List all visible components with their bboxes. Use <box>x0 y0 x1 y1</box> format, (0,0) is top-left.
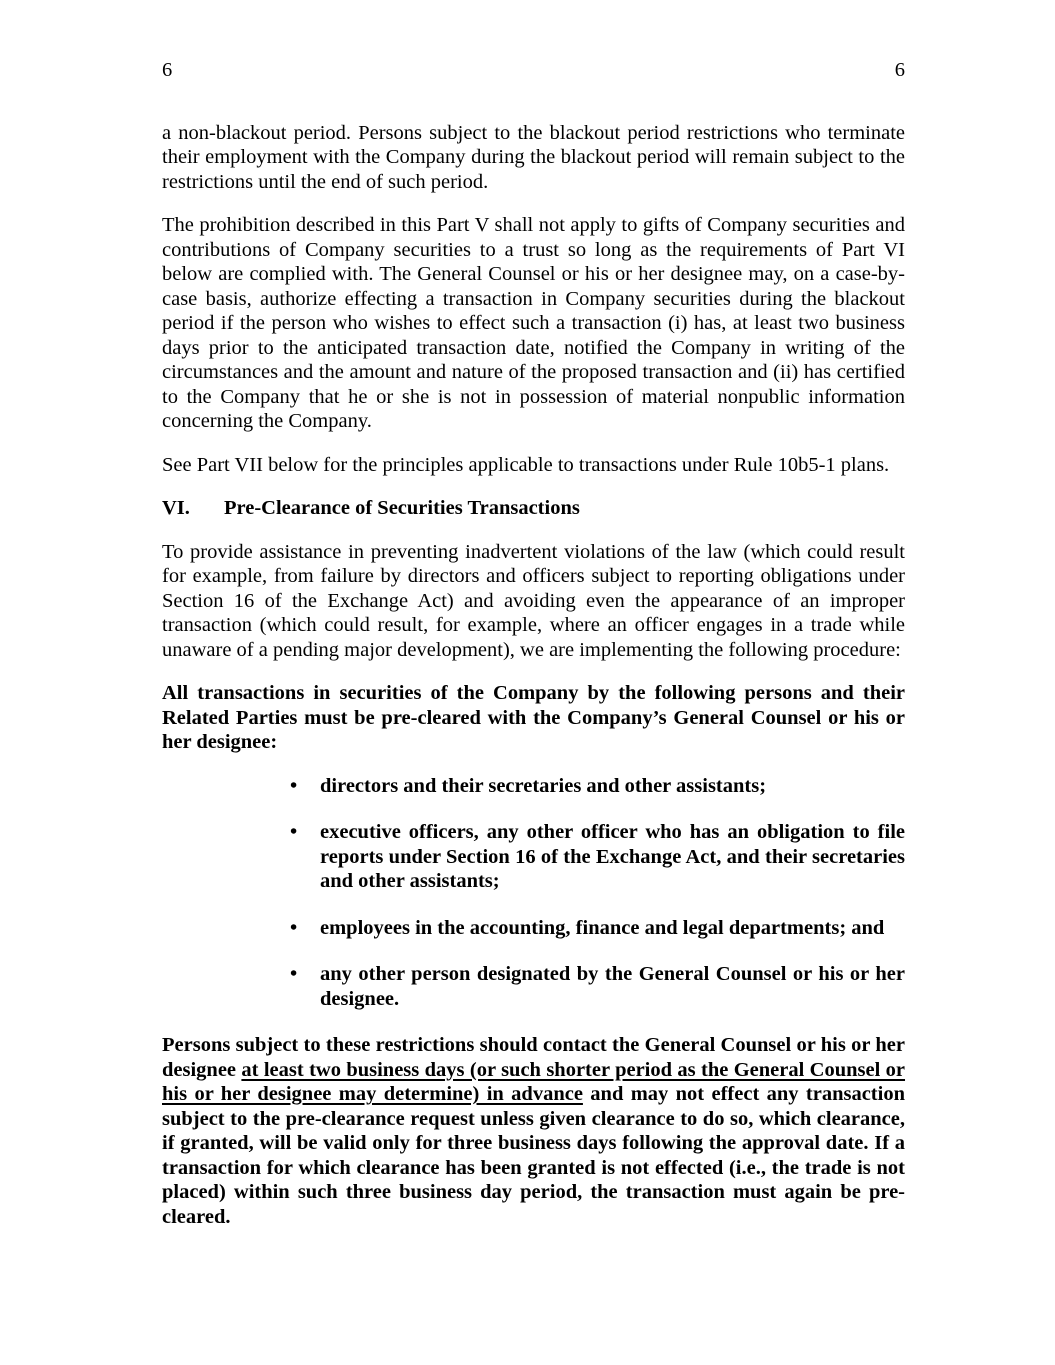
section-number: VI. <box>162 497 190 519</box>
bullet-icon: • <box>290 821 298 843</box>
list-item-text: executive officers, any other officer who has an obligation to file reports under Section 16 of the Exchange Act, and their secretaries and other assistants; <box>320 821 905 892</box>
bullet-icon: • <box>290 963 298 985</box>
paragraph-preclearance-rationale: To provide assistance in preventing inadvertent violations of the law (which could result for example, from failure by directors and officers subject to reporting obligations under Section 16 of the Exchange Act) and avoiding even the appearance of an improper transaction (which could result, for example, where an officer engages in a trade while unaware of a pending major development), we are implementing the following procedure: <box>162 540 905 661</box>
list-item-executive-officers <box>162 820 905 894</box>
preclearance-persons-list <box>162 774 905 1012</box>
document-body <box>162 121 905 1230</box>
list-item-employees <box>162 916 905 941</box>
text-segment-after-underline: and may not effect any transaction subject to the pre-clearance request unless given clearance to do so, which clearance, if granted, will be valid only for three business days following the approval date. If a transaction for which clearance has been granted is not effected (i.e., the trade is not placed) within such three business day period, the transaction must again be pre-cleared. <box>162 1083 905 1228</box>
list-item-text: employees in the accounting, finance and legal departments; and <box>320 916 885 939</box>
section-heading-vi <box>162 496 905 521</box>
paragraph-contact-timing <box>162 1033 905 1229</box>
section-title: Pre-Clearance of Securities Transactions <box>224 497 580 519</box>
paragraph-rule-10b5-1-reference: See Part VII below for the principles applicable to transactions under Rule 10b5-1 plans. <box>162 453 890 476</box>
paragraph-prohibition-exceptions: The prohibition described in this Part V shall not apply to gifts of Company securities and contributions of Company securities to a trust so long as the requirements of Part VI below are complied with. The General Counsel or his or her designee may, on a case-by-case basis, authorize effecting a transaction in Company securities during the blackout period if the person who wishes to effect such a transaction (i) has, at least two business days prior to the anticipated transaction date, notified the Company in writing of the circumstances and the amount and nature of the proposed transaction and (ii) has certified to the Company that he or she is not in possession of material nonpublic information concerning the Company. <box>162 214 905 432</box>
bullet-icon: • <box>290 916 298 939</box>
page-number-left: 6 <box>162 59 173 81</box>
list-item-text: directors and their secretaries and other assistants; <box>320 774 767 797</box>
page-number-right: 6 <box>894 59 905 81</box>
underlined-advance-notice-clause: at least two business days (or such shorter period as the General Counsel or his or her designee may determine) in advance <box>162 1058 906 1105</box>
page-header <box>162 58 905 83</box>
list-item-directors <box>162 774 905 799</box>
paragraph-blackout-period-termination: a non-blackout period. Persons subject to the blackout period restrictions who terminate their employment with the Company during the blackout period will remain subject to the restrictions until the end of such period. <box>162 121 905 193</box>
bullet-icon: • <box>290 774 298 797</box>
list-item-text: any other person designated by the General Counsel or his or her designee. <box>320 963 905 1010</box>
list-item-designated-persons <box>162 962 905 1011</box>
text-segment-before-underline: Persons subject to these restrictions should contact the General Counsel or his or her designee <box>162 1034 905 1081</box>
paragraph-preclearance-requirement: All transactions in securities of the Company by the following persons and their Related Parties must be pre-cleared with the Company’s General Counsel or his or her designee: <box>162 682 905 753</box>
